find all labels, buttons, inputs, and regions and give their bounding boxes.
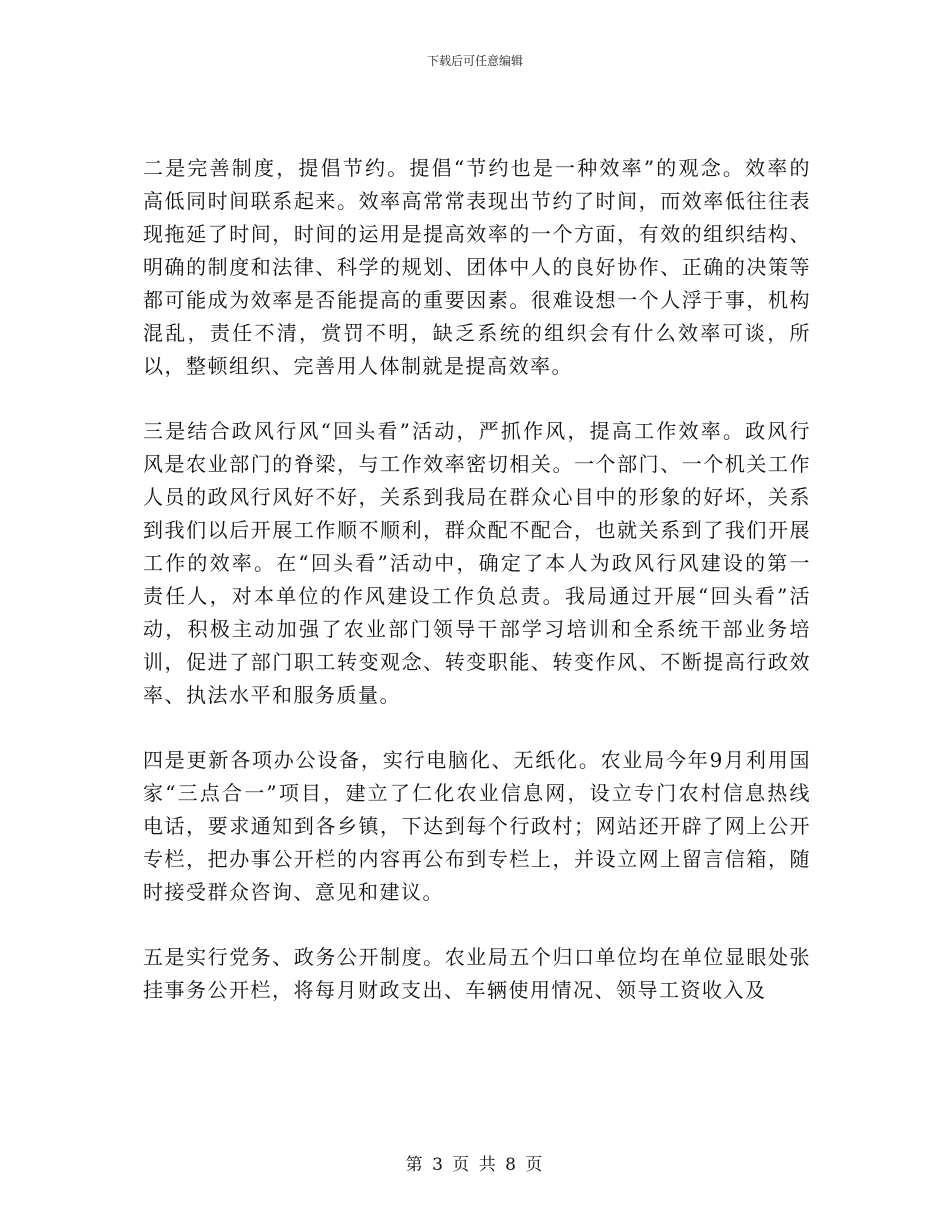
paragraph-3: 三是结合政风行风“回头看”活动，严抓作风，提高工作效率。政风行风是农业部门的脊梁，与工作效率密切相关。一个部门、一个机关工作人员的政风行风好不好，关系到我局在群众心目中的形象的好坏，关系到我们以后开展工作顺不顺利，群众配不配合，也就关系到了我们开展工作的效率。在“回头看”活动中，确定了本人为政风行风建设的第一责任人，对本单位的作风建设工作负总责。我局通过开展“回头看”活动，积极主动加强了农业部门领导干部学习培训和全系统干部业务培训，促进了部门职工转变观念、转变职能、转变作风、不断提高行政效率、执法水平和服务质量。 — [143, 419, 811, 707]
page-header-note: 下载后可任意编辑 — [426, 54, 523, 68]
page-number-footer: 第 3 页 共 8 页 — [405, 1155, 545, 1175]
paragraph-4: 四是更新各项办公设备，实行电脑化、无纸化。农业局今年9月利用国家“三点合一”项目，建立了仁化农业信息网，设立专门农村信息热线电话，要求通知到各乡镇，下达到每个行政村；网站还开辟了网上公开专栏，把办事公开栏的内容再公布到专栏上，并设立网上留言信箱，随时接受群众咨询、意见和建议。 — [143, 748, 811, 904]
paragraph-5: 五是实行党务、政务公开制度。农业局五个归口单位均在单位显眼处张挂事务公开栏，将每月财政支出、车辆使用情况、领导工资收入及 — [143, 945, 811, 1002]
document-body — [143, 152, 811, 1039]
paragraph-2: 二是完善制度，提倡节约。提倡“节约也是一种效率”的观念。效率的高低同时间联系起来。效率高常常表现出节约了时间，而效率低往往表现拖延了时间，时间的运用是提高效率的一个方面，有效的组织结构、明确的制度和法律、科学的规划、团体中人的良好协作、正确的决策等都可能成为效率是否能提高的重要因素。很难设想一个人浮于事，机构混乱，责任不清，赏罚不明，缺乏系统的组织会有什么效率可谈，所以，整顿组织、完善用人体制就是提高效率。 — [143, 156, 811, 378]
